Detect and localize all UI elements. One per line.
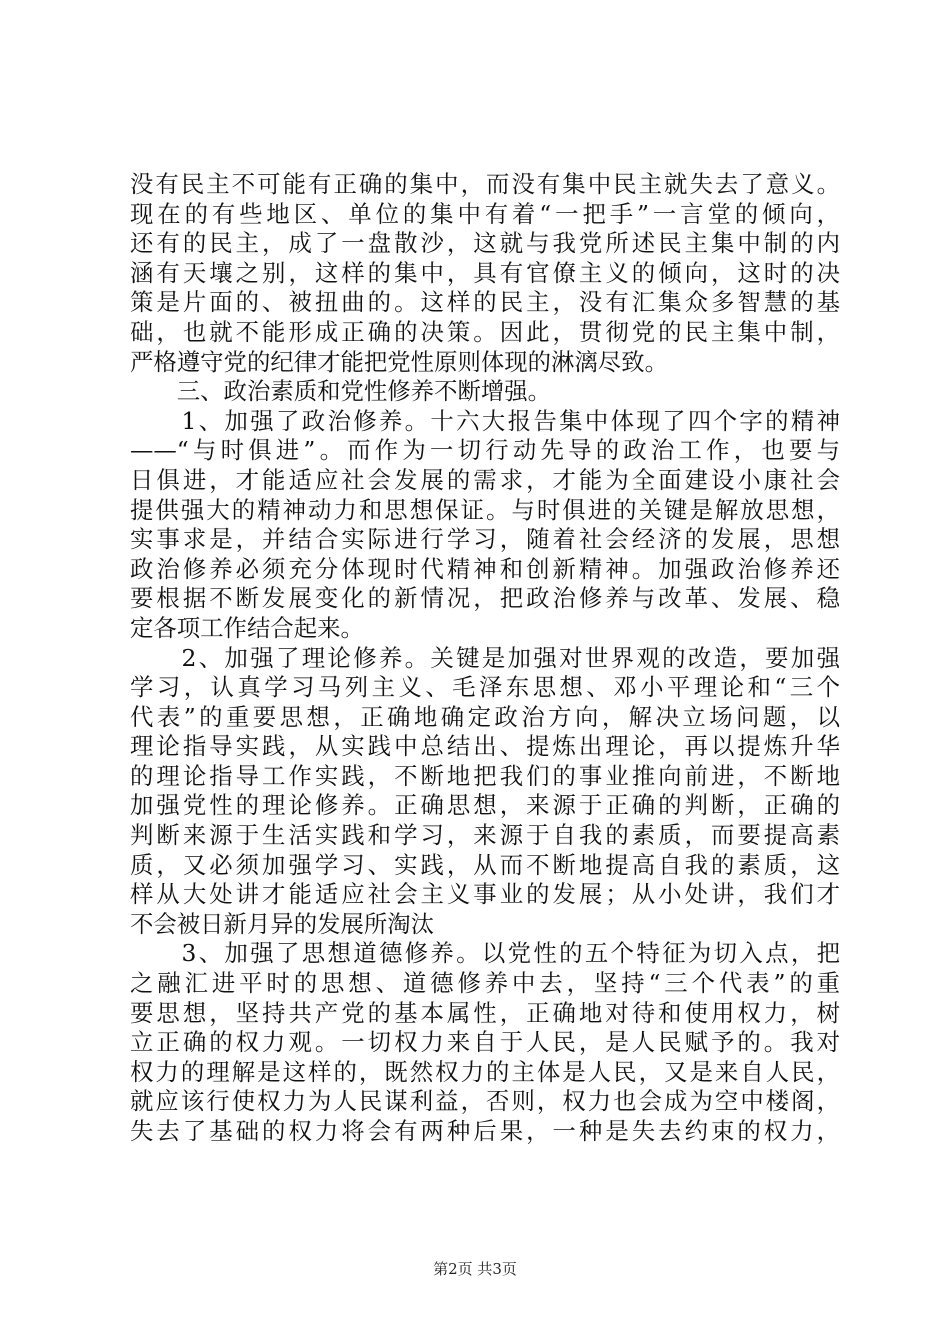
text-line: 没有民主不可能有正确的集中，而没有集中民主就失去了意义。 [130, 170, 840, 198]
text-line: 质，又必须加强学习、实践，从而不断地提高自我的素质，这 [130, 850, 840, 879]
text-line: 政治修养必须充分体现时代精神和创新精神。加强政治修养还 [130, 554, 840, 583]
text-line: 之融汇进平时的思想、道德修养中去，坚持“三个代表”的重 [130, 969, 840, 998]
text-line: 策是片面的、被扭曲的。这样的民主，没有汇集众多智慧的基 [130, 288, 840, 317]
text-line: 1、加强了政治修养。十六大报告集中体现了四个字的精神 [130, 406, 840, 435]
text-line: ——“与时俱进”。而作为一切行动先导的政治工作，也要与 [130, 436, 840, 465]
text-line: 立正确的权力观。一切权力来自于人民，是人民赋予的。我对 [130, 1028, 840, 1057]
text-line: 要思想，坚持共产党的基本属性，正确地对待和使用权力，树 [130, 998, 840, 1027]
text-line: 判断来源于生活实践和学习，来源于自我的素质，而要提高素 [130, 821, 840, 850]
text-line: 3、加强了思想道德修养。以党性的五个特征为切入点，把 [130, 939, 840, 968]
text-line: 实事求是，并结合实际进行学习，随着社会经济的发展，思想 [130, 525, 840, 554]
text-line: 提供强大的精神动力和思想保证。与时俱进的关键是解放思想， [130, 495, 840, 524]
text-line: 还有的民主，成了一盘散沙，这就与我党所述民主集中制的内 [130, 229, 840, 258]
text-line: 2、加强了理论修养。关键是加强对世界观的改造，要加强 [130, 643, 840, 672]
text-line: 就应该行使权力为人民谋利益，否则，权力也会成为空中楼阁， [130, 1087, 840, 1116]
text-line: 权力的理解是这样的，既然权力的主体是人民，又是来自人民， [130, 1057, 840, 1086]
text-line: 涵有天壤之别，这样的集中，具有官僚主义的倾向，这时的决 [130, 258, 840, 287]
text-line: 样从大处讲才能适应社会主义事业的发展；从小处讲，我们才 [130, 880, 840, 909]
text-line: 础，也就不能形成正确的决策。因此，贯彻党的民主集中制， [130, 317, 840, 346]
page-number: 第2页 共3页 [433, 1260, 517, 1278]
text-line: 加强党性的理论修养。正确思想，来源于正确的判断，正确的 [130, 791, 840, 820]
text-line: 失去了基础的权力将会有两种后果，一种是失去约束的权力， [130, 1117, 840, 1145]
text-line: 理论指导实践，从实践中总结出、提炼出理论，再以提炼升华 [130, 732, 840, 761]
text-line: 日俱进，才能适应社会发展的需求，才能为全面建设小康社会 [130, 465, 840, 494]
text-line: 的理论指导工作实践，不断地把我们的事业推向前进，不断地 [130, 761, 840, 790]
text-line: 定各项工作结合起来。 [130, 613, 364, 642]
text-line: 代表”的重要思想，正确地确定政治方向，解决立场问题，以 [130, 702, 840, 731]
text-line: 严格遵守党的纪律才能把党性原则体现的淋漓尽致。 [130, 347, 668, 376]
document-body [130, 170, 840, 1147]
text-line: 现在的有些地区、单位的集中有着“一把手”一言堂的倾向， [130, 199, 840, 228]
text-line: 要根据不断发展变化的新情况，把政治修养与改革、发展、稳 [130, 584, 840, 613]
text-line: 学习，认真学习马列主义、毛泽东思想、邓小平理论和“三个 [130, 673, 840, 702]
text-line: 不会被日新月异的发展所淘汰 [130, 909, 435, 938]
section-heading: 三、政治素质和党性修养不断增强。 [130, 377, 552, 406]
